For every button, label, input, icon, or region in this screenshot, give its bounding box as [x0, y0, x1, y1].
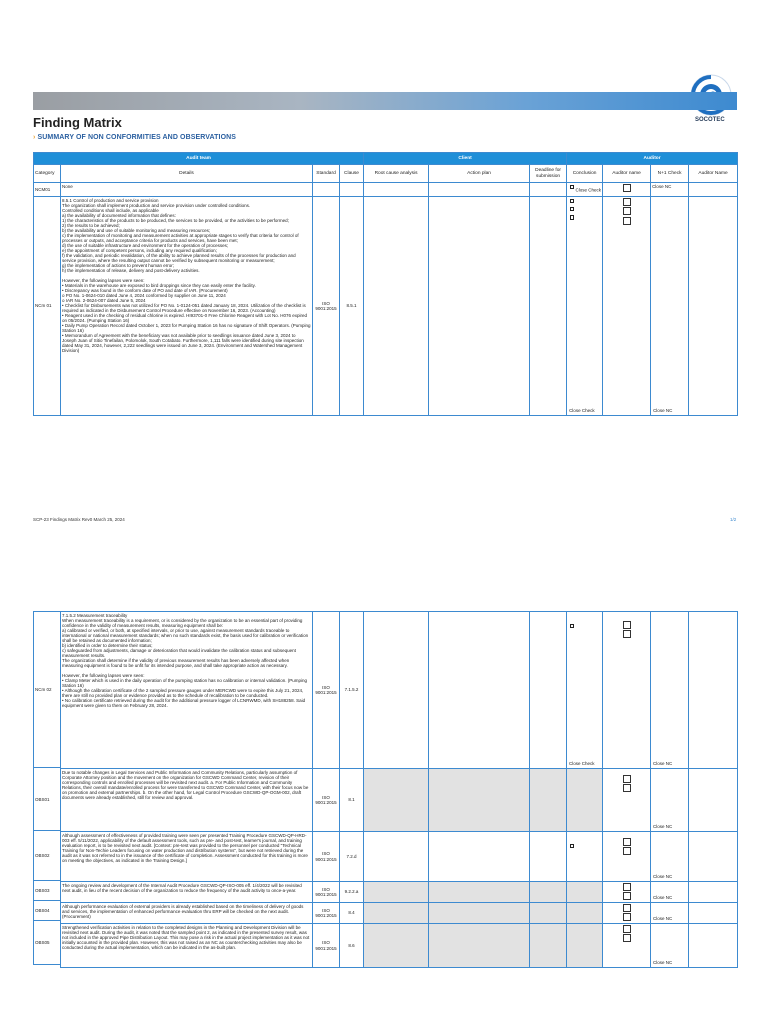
- row-standard: ISO 9001:2015: [313, 612, 340, 769]
- row-details: Strengthened verification activities in relation to the completed designs in the Planning and Development Division will be revisited next audit. During the audit, it was noted that the sampled point 2, as indicated in the presented survey result, was not included in the approved Pipe Distribution Layout. This may pose a risk in the actual project implementation as it was not initially accounted in the provided plan. However, this was not raised as an NC as counterchecking activities may also be conducted during the actual implementation, which can be indicated in the as-built plan.: [61, 924, 313, 968]
- table-row: [61, 903, 738, 924]
- checkbox-icon[interactable]: [623, 217, 631, 225]
- row-details: Although assessment of effectiveness of provided training were seen per presented Training Procedure GSCWD-QP-HRD-003 eff. 5/11/2022, applicability of the default assessment tools, such as pre- and post-test, learner's journal, and training evaluation report, is to be revisited next audit. [Context: pre-test was provided to the personnel per conducted "Technical Training for Non-Techie Leaders focusing on water production and distribution systems", but were not retrieved during the audit as it was not referred to in the issuance of the certificate of completion. Assessment conducted for this training is more on meeting the objectives, as indicated in the Training Design.]: [61, 832, 313, 882]
- n1-label: Close NC: [653, 960, 673, 966]
- auditor-name-cell: [603, 903, 651, 924]
- col-category: Category: [34, 165, 61, 183]
- conclusion-cell: [567, 183, 603, 197]
- col-standard: Standard: [313, 165, 340, 183]
- action-plan-cell[interactable]: [429, 197, 530, 416]
- table-row: [34, 197, 738, 416]
- conclusion-label: Close Check: [569, 761, 595, 767]
- row-clause: 7.1.5.2: [340, 612, 364, 769]
- checkbox-icon[interactable]: [623, 934, 631, 942]
- auditor-name2-cell[interactable]: [689, 612, 738, 769]
- deadline-cell[interactable]: [530, 612, 567, 769]
- root-cause-cell[interactable]: [364, 903, 429, 924]
- row-category: NCm 01: [34, 197, 61, 416]
- section-subtitle: [33, 134, 236, 141]
- n1-check-cell: [651, 903, 689, 924]
- auditor-name2-cell[interactable]: [689, 832, 738, 882]
- row-clause: 8.4: [340, 903, 364, 924]
- row-clause: 9.2.2.a: [340, 882, 364, 903]
- row-standard: ISO 9001:2015: [313, 197, 340, 416]
- radio-dot-icon[interactable]: [570, 185, 574, 189]
- col-deadline: Deadline for submission: [530, 165, 567, 183]
- auditor-name2-cell[interactable]: [689, 924, 738, 968]
- radio-dot-icon[interactable]: [570, 199, 574, 203]
- root-cause-cell[interactable]: [364, 197, 429, 416]
- conclusion-cell: [567, 769, 603, 832]
- row-details: None: [61, 183, 313, 197]
- radio-dot-icon[interactable]: [570, 215, 574, 219]
- radio-dot-icon[interactable]: [570, 207, 574, 211]
- checkbox-icon[interactable]: [623, 621, 631, 629]
- row-category: OBS05: [33, 921, 60, 965]
- table-row: [61, 769, 738, 832]
- n1-check-cell: [651, 832, 689, 882]
- logo-text: SOCOTEC: [695, 117, 725, 123]
- findings-table-page1: [33, 152, 738, 416]
- deadline-cell[interactable]: [530, 183, 567, 197]
- auditor-name2-cell[interactable]: [689, 903, 738, 924]
- action-plan-cell[interactable]: [429, 612, 530, 769]
- auditor-name2-cell[interactable]: [689, 197, 738, 416]
- checkbox-icon[interactable]: [623, 207, 631, 215]
- checkbox-icon[interactable]: [623, 904, 631, 912]
- n1-check-cell: [651, 197, 689, 416]
- n1-label: Close NC: [653, 761, 673, 767]
- action-plan-cell[interactable]: [429, 903, 530, 924]
- row-category: OBS03: [33, 881, 60, 901]
- n1-check-cell: [651, 769, 689, 832]
- radio-dot-icon[interactable]: [570, 624, 574, 628]
- radio-dot-icon[interactable]: [570, 844, 574, 848]
- table-row: [61, 612, 738, 769]
- deadline-cell[interactable]: [530, 832, 567, 882]
- table-row: [61, 882, 738, 903]
- conclusion-cell: [567, 612, 603, 769]
- conclusion-cell: [567, 924, 603, 968]
- checkbox-icon[interactable]: [623, 847, 631, 855]
- row-clause: 8.5.1: [340, 197, 364, 416]
- footer-doc-ref: SCP-23 Findings Matrix Rev0 March 25, 2024: [33, 517, 125, 522]
- checkbox-icon[interactable]: [623, 883, 631, 891]
- row-standard: ISO 9001:2015: [313, 903, 340, 924]
- table-row: [61, 924, 738, 968]
- row-details: 7.1.5.2 Measurement traceability When measurement traceability is a requirement, or is considered by the organization to be an essential part of providing confidence in the validity of measurement results, measuring equipment shall be: a) calibrated or verified, or both, at specified intervals, or prior to use, against measurement standards traceable to international or national measurement standards; when no such standards exist, the basis used for calibration or verification shall be retained as documented information; b) identified in order to determine their status; c) safeguarded from adjustments, damage or deterioration that would invalidate the calibration status and subsequent measurement results. The organization shall determine if the validity of previous measurement results has been adversely affected when measuring equipment is found to be unfit for its intended purpose, and shall take appropriate action as necessary. However, the following lapses were seen: • Clamp Meter which is used in the daily operation of the pumping station has no calibration or internal validation. (Pumping Station 16) • Although the calibration certificate of the 2 sampled pressure gauges under MERCWD were to expire this July 21, 2024, there are still no provided plan or evidence provided as to the schedule of recalibration to be conducted. • No calibration certificate retrieved during the audit for the additional pressure logger of LCNRWMD, with SH188258. Said equipment were given to them on February 28, 2024.: [61, 612, 313, 769]
- n1-label: Close NC: [653, 895, 673, 901]
- auditor-name2-cell[interactable]: [689, 769, 738, 832]
- checkbox-icon[interactable]: [623, 925, 631, 933]
- header-band: [33, 92, 737, 110]
- auditor-name2-cell[interactable]: [689, 183, 738, 197]
- checkbox-icon[interactable]: [623, 892, 631, 900]
- row-category: OBS04: [33, 901, 60, 921]
- row-standard: ISO 9001:2015: [313, 882, 340, 903]
- action-plan-cell[interactable]: [429, 882, 530, 903]
- row-standard: ISO 9001:2015: [313, 832, 340, 882]
- auditor-name-cell: [603, 197, 651, 416]
- row-category: OBS01: [33, 768, 60, 831]
- conclusion-cell: [567, 832, 603, 882]
- n1-label: Close NC: [653, 824, 673, 830]
- root-cause-cell[interactable]: [364, 832, 429, 882]
- auditor-name-cell: [603, 769, 651, 832]
- row-category: NCm 02: [33, 611, 60, 768]
- auditor-name-cell: [603, 832, 651, 882]
- deadline-cell[interactable]: [530, 924, 567, 968]
- checkbox-icon[interactable]: [623, 630, 631, 638]
- checkbox-icon[interactable]: [623, 838, 631, 846]
- n1-check-cell: [651, 612, 689, 769]
- deadline-cell[interactable]: [530, 882, 567, 903]
- action-plan-cell[interactable]: [429, 832, 530, 882]
- row-standard: ISO 9001:2015: [313, 924, 340, 968]
- subtitle-marker: ›: [33, 134, 36, 141]
- action-plan-cell[interactable]: [429, 924, 530, 968]
- n1-check-cell: [651, 924, 689, 968]
- row-details: 8.5.1 Control of production and service provision The organization shall implement production and service provision under controlled conditions. Controlled conditions shall include, as applicable a) the availability of documented information that defines: 1) the characteristics of the products to be produced, the services to be provided, or the activities to be performed; 2) the results to be achieved; b) the availability and use of suitable monitoring and measuring resources; c) the implementation of monitoring and measurement activities at appropriate stages to verify that criteria for control of processes or outputs, and acceptance criteria for products and services, have been met; d) the use of suitable infrastructure and environment for the operation of processes; e) the appointment of competent persons, including any required qualification; f) the validation, and periodic revalidation, of the ability to achieve planned results of the processes for production and service provision, where the resulting output cannot be verified by subsequent monitoring or measurement; g) the implementation of actions to prevent human error; h) the implementation of release, delivery and post-delivery activities. However, the following lapses were seen: • Materials in the warehouse are exposed to bird droppings since they can easily enter the facility. • Discrepancy was found in the conform date of PO and date of IAR. (Procurement) o PO No. 1-0624-010 dated June 4, 2024 conformed by supplier on June 11, 2024 o IAR No. 2-0624-007 dated June 5, 2024 • Checklist for Disbursements was not utilized for PO No. 1-0124-051 dated January 18, 2024. Utilization of the checklist is required as indicated in the Disbursement Control Procedure effective on November 16, 2023. (Accounting) • Reagent used in the checking of residual chlorine is expired. HI93701-0 Free Chlorine Reagent with Lot No. H076 expired on 05/2024. (Pumping Station 16) • Daily Pump Operation Record dated October 1, 2023 for Pumping Station 16 has no signature of Shift Operators. (Pumping Station 16) • Memorandum of Agreement with the beneficiary was not available prior to seedlings issuance dated June 3, 2024 to Joseph Juan of Sitio Tinefailan, Polomolok, South Cotabato. Furthermore, 1,111 falls were identified during site inspection dated May 31, 2024, however, 2,222 seedlings were issued on June 3, 2024. (Environment and Watershed Management Division): [61, 197, 313, 416]
- checkbox-icon[interactable]: [623, 784, 631, 792]
- root-cause-cell[interactable]: [364, 612, 429, 769]
- row-category: NCM01: [34, 183, 61, 197]
- action-plan-cell[interactable]: [429, 183, 530, 197]
- row-clause: 7.2.d: [340, 832, 364, 882]
- row-details: The ongoing review and development of the Internal Audit Procedure GSCWD-QP-ISO-005 eff. 1/4/2022 will be revisited next audit, in lieu of the recent decision of the organization to reduce the frequency of the audit activity to once-a-year.: [61, 882, 313, 903]
- conclusion-label: Close Check: [575, 186, 602, 192]
- conclusion-cell: [567, 903, 603, 924]
- n1-label: Close NC: [653, 874, 673, 880]
- footer-page-number: 1/2: [730, 517, 737, 522]
- subtitle-text: SUMMARY OF NON CONFORMITIES AND OBSERVATIONS: [37, 134, 237, 141]
- group-audit-team: Audit team: [34, 153, 364, 165]
- root-cause-cell[interactable]: [364, 769, 429, 832]
- col-auditor-name: Auditor name: [603, 165, 651, 183]
- conclusion-cell: [567, 197, 603, 416]
- col-clause: Clause: [340, 165, 364, 183]
- row-category: OBS02: [33, 831, 60, 881]
- auditor-name-cell: [603, 183, 651, 197]
- conclusion-label: Close Check: [569, 408, 595, 414]
- table-row: [34, 183, 738, 197]
- auditor-name-cell: [603, 924, 651, 968]
- col-action-plan: Action plan: [429, 165, 530, 183]
- row-clause: 8.6: [340, 924, 364, 968]
- row-standard: ISO 9001:2015: [313, 769, 340, 832]
- deadline-cell[interactable]: [530, 197, 567, 416]
- root-cause-cell[interactable]: [364, 183, 429, 197]
- findings-table-page2: [60, 611, 738, 968]
- col-conclusion: Conclusion: [567, 165, 603, 183]
- col-root-cause: Root cause analysis: [364, 165, 429, 183]
- row-clause: 8.1: [340, 769, 364, 832]
- page-title: Finding Matrix: [33, 115, 122, 130]
- checkbox-icon[interactable]: [623, 913, 631, 921]
- auditor-name2-cell[interactable]: [689, 882, 738, 903]
- deadline-cell[interactable]: [530, 903, 567, 924]
- row-details: Due to notable changes in Legal Services and Public Information and Community Relations, particularly assumption of Corporate Attorney position and the movement on the organization for GSCWD Command Center, revision of their corresponding controls and enrolled processes will be revisited next audit. a. For Public Information and Community Relations, their overall mandate/enrolled process for were transferred to GSCWD Command Center, with their focus now be on promotion and external partnerships. b. On the other hand, for Legal Control Procedure GSCWD-QP-OGM-002, draft documents were already established, still for review and approval.: [61, 769, 313, 832]
- col-auditor-name-2: Auditor Name: [689, 165, 738, 183]
- group-client: Client: [364, 153, 567, 165]
- n1-label: Close NC: [653, 408, 673, 414]
- group-auditor: Auditor: [567, 153, 738, 165]
- n1-label: Close NC: [653, 916, 673, 922]
- conclusion-cell: [567, 882, 603, 903]
- row-details: Although performance evaluation of external providers is already established based on the timeliness of delivery of goods and services, the implementation of enhanced performance evaluation thru ERP will be checked on the next audit. (Procurement): [61, 903, 313, 924]
- deadline-cell[interactable]: [530, 769, 567, 832]
- auditor-name-cell: [603, 882, 651, 903]
- root-cause-cell[interactable]: [364, 882, 429, 903]
- checkbox-icon[interactable]: [623, 184, 631, 192]
- root-cause-cell[interactable]: [364, 924, 429, 968]
- col-details: Details: [61, 165, 313, 183]
- table-row: [61, 832, 738, 882]
- n1-check-cell: [651, 882, 689, 903]
- checkbox-icon[interactable]: [623, 775, 631, 783]
- n1-check-cell: Close NC: [651, 183, 689, 197]
- auditor-name-cell: [603, 612, 651, 769]
- col-n1-check: N+1 Check: [651, 165, 689, 183]
- action-plan-cell[interactable]: [429, 769, 530, 832]
- checkbox-icon[interactable]: [623, 198, 631, 206]
